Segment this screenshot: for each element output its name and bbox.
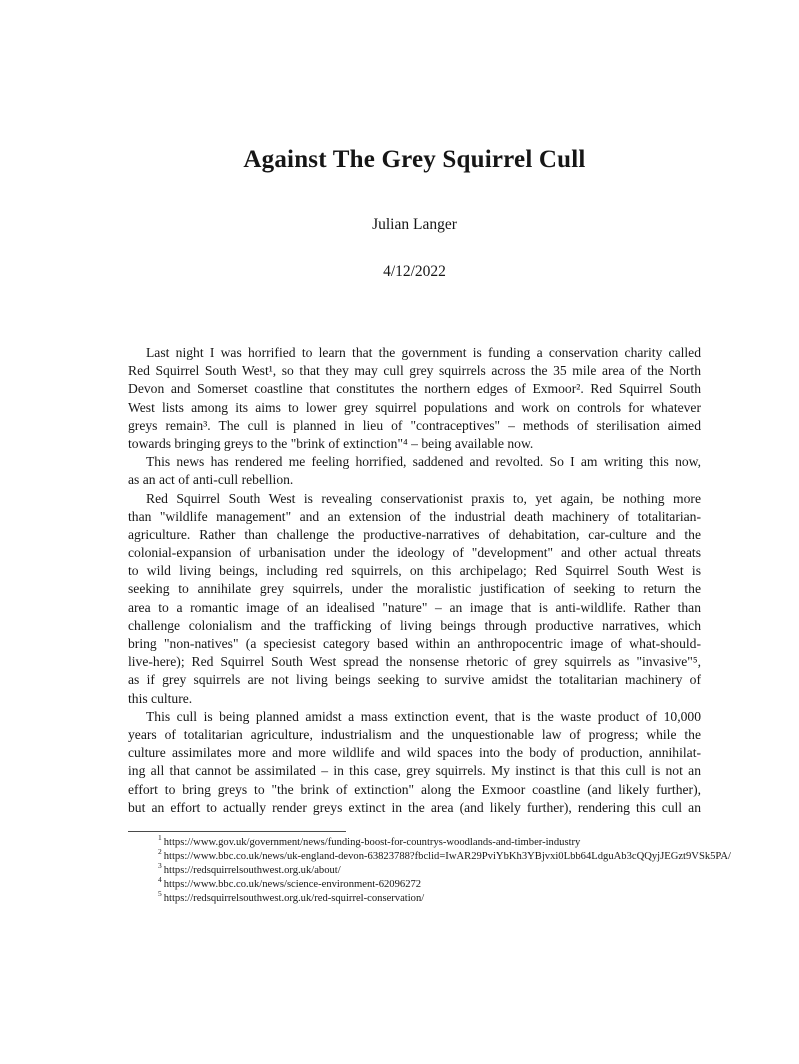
footnote-marker: 5 <box>158 889 162 899</box>
body-line: but an effort to actually render greys extinct in the area (and likely further), rendering this cull an <box>128 799 701 815</box>
footnote-marker: 1 <box>158 833 162 843</box>
body-line: as if grey squirrels are not living beings seeking to survive amidst the totalitarian machinery of <box>128 672 701 688</box>
body-line: as an act of anti-cull rebellion. <box>128 472 294 488</box>
footnote-url: https://www.gov.uk/government/news/funding-boost-for-countrys-woodlands-and-timber-industry <box>163 837 581 848</box>
body-line: West lists among its aims to lower grey squirrel populations and work on controls for whatever <box>128 399 701 415</box>
body-line: greys remain³. The cull is planned in lieu of "contraceptives" – methods of sterilisation aimed <box>128 417 701 433</box>
footnote-marker: 3 <box>158 861 162 871</box>
body-line: area to a romantic image of an idealised "nature" – an image that is anti-wildlife. Rather than <box>128 599 701 615</box>
body-line: Red Squirrel South West¹, so that they may cull grey squirrels across the 35 mile area of the North <box>128 363 701 379</box>
footnote-marker: 4 <box>158 875 162 885</box>
footnote-url: https://redsquirrelsouthwest.org.uk/about/ <box>163 865 341 876</box>
body-line: to wild living beings, including red squirrels, on this archipelago; Red Squirrel South West is <box>128 563 701 579</box>
body-line: bring "non-natives" (a speciesist category based within an anthropocentric image of what-should- <box>128 636 701 651</box>
footnote <box>128 833 799 850</box>
body-line: agriculture. Rather than challenge the productive-narratives of dehabitation, car-culture and the <box>128 526 701 542</box>
body-line: Devon and Somerset coastline that constitutes the northern edges of Exmoor². Red Squirrel South <box>128 381 701 397</box>
footnote <box>128 889 799 906</box>
body-line: This news has rendered me feeling horrified, saddened and revolted. So I am writing this now, <box>146 454 701 470</box>
body-line: seeking to annihilate grey squirrels, under the moralistic justification of seeking to return the <box>128 581 701 597</box>
footnote-url: https://redsquirrelsouthwest.org.uk/red-squirrel-conservation/ <box>163 893 425 904</box>
body-line: live-here); Red Squirrel South West spread the nonsense rhetoric of grey squirrels as "invasive"⁵, <box>128 654 701 670</box>
footnote-url: https://www.bbc.co.uk/news/science-environment-62096272 <box>163 879 422 890</box>
footnote-marker: 2 <box>158 847 162 857</box>
footnote <box>128 861 799 878</box>
footnotes <box>128 833 799 906</box>
body-line: This cull is being planned amidst a mass extinction event, that is the waste product of 10,000 <box>146 708 701 724</box>
document-title: Against The Grey Squirrel Cull <box>243 146 586 173</box>
body-line: than "wildlife management" and an extension of the industrial death machinery of totalitarian- <box>128 508 701 524</box>
footnote <box>128 875 799 892</box>
body-line: challenge colonialism and the trafficking of living beings through productive narratives, which <box>128 617 701 633</box>
body-line: Red Squirrel South West is revealing conservationist praxis to, yet again, be nothing more <box>146 490 701 506</box>
body-line: years of totalitarian agriculture, industrialism and the unquestionable law of progress; while the <box>128 726 701 742</box>
body-line: ing all that cannot be assimilated – in this case, grey squirrels. My instinct is that this cull is not an <box>128 763 701 779</box>
body-line: culture assimilates more and more wildlife and wild spaces into the body of production, annihilat- <box>128 745 701 761</box>
body-text <box>128 344 701 817</box>
body-line: towards bringing greys to the "brink of extinction"⁴ – being available now. <box>128 435 534 451</box>
footnote-url: https://www.bbc.co.uk/news/uk-england-devon-63823788?fbclid=IwAR29PviYbKh3YBjvxi0Lbb64LdguAb3cQQyjJEGzt9VSk5PA/ <box>163 851 731 862</box>
body-line: effort to bring greys to "the brink of extinction" along the Exmoor coastline (and likely further), <box>128 781 701 797</box>
footnote-rule <box>128 831 346 832</box>
document-date: 4/12/2022 <box>383 263 446 280</box>
body-line: Last night I was horrified to learn that the government is funding a conservation charity called <box>146 345 701 360</box>
footnote <box>128 847 799 864</box>
document-author: Julian Langer <box>372 216 457 233</box>
body-line: this culture. <box>128 690 193 706</box>
body-line: colonial-expansion of urbanisation under the ideology of "development" and other actual threats <box>128 545 701 561</box>
